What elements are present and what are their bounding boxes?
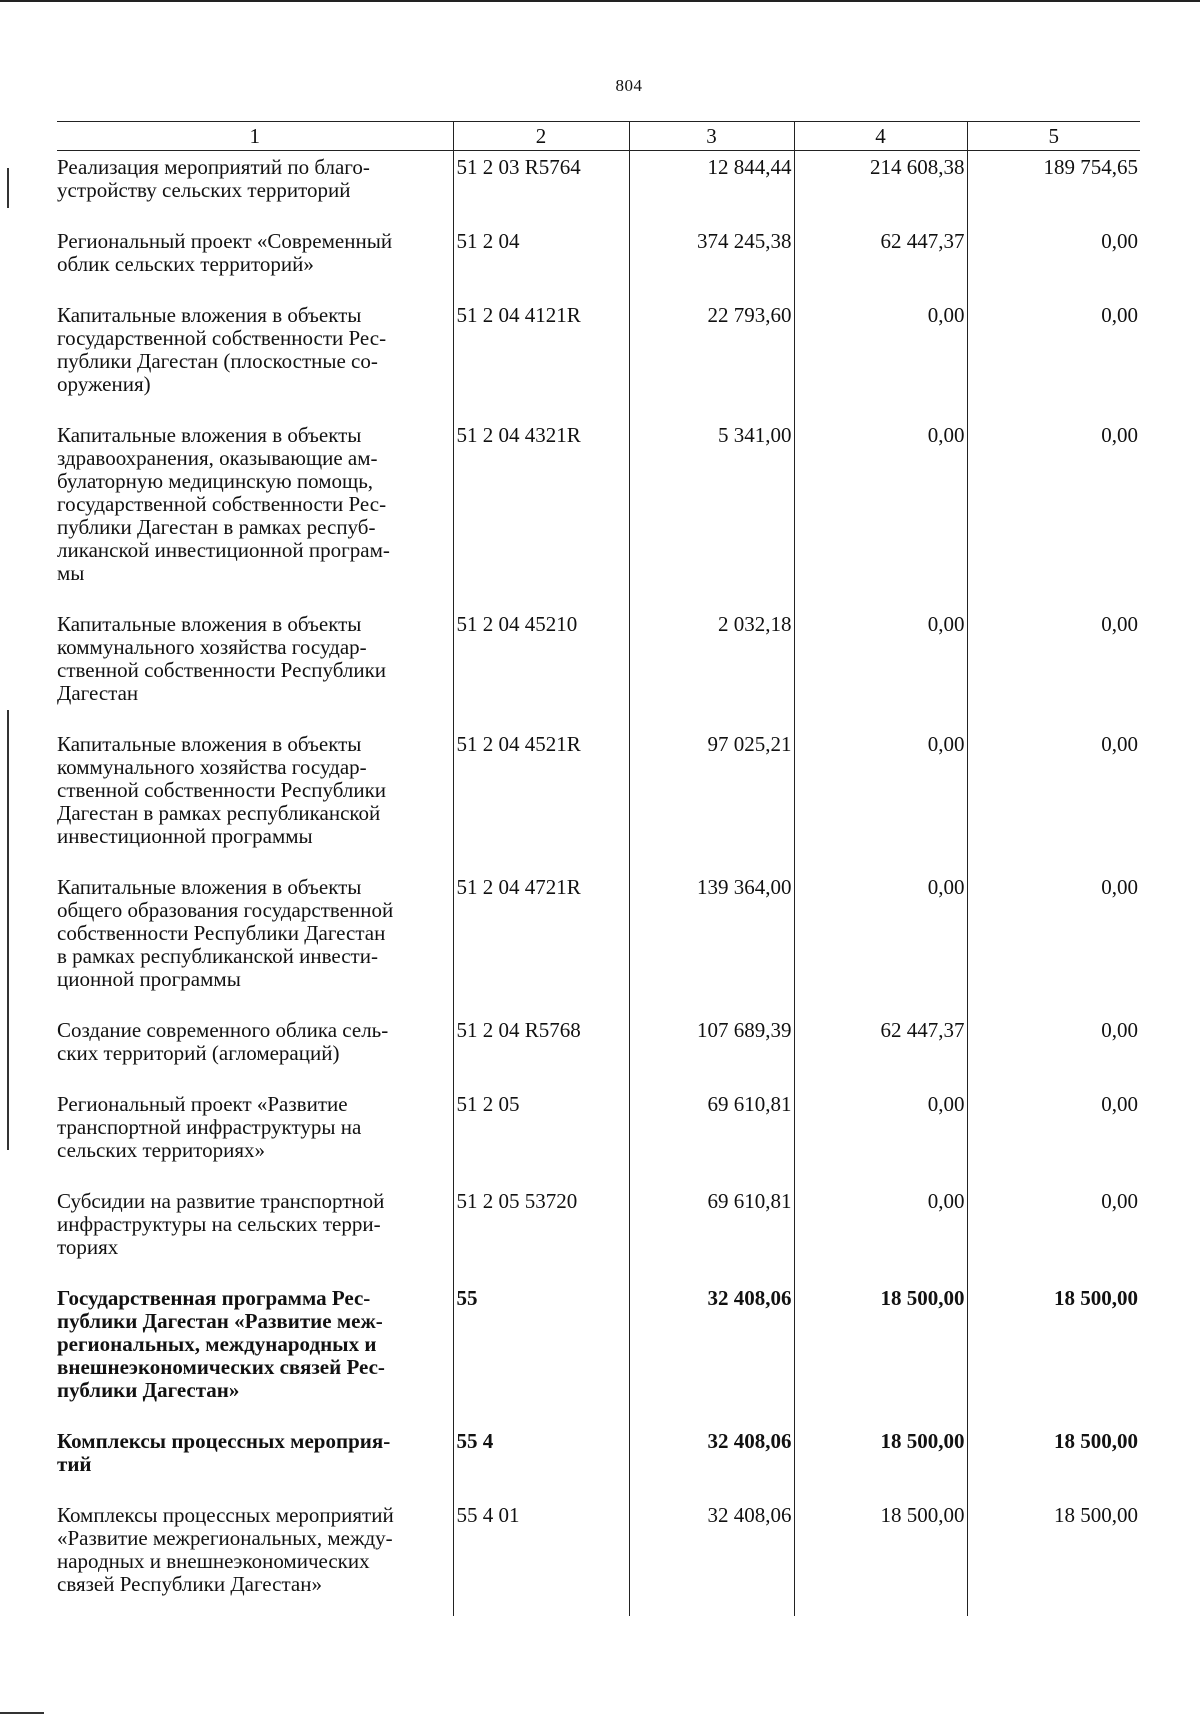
row-value-col4: 0,00 bbox=[794, 605, 967, 725]
row-name-cell: Капитальные вложения в объекты коммунального хозяйства государ- ственной собственности Республики Дагестан в рамках республиканской инвестиционной программы bbox=[57, 732, 387, 848]
scan-corner-mark bbox=[0, 1712, 44, 1714]
row-value-col5: 0,00 bbox=[967, 725, 1140, 868]
row-value-col4: 0,00 bbox=[794, 296, 967, 416]
row-value-col3: 22 793,60 bbox=[629, 296, 794, 416]
row-value-col4: 0,00 bbox=[794, 1085, 967, 1182]
row-value-col3: 32 408,06 bbox=[629, 1496, 794, 1616]
row-name-cell: Реализация мероприятий по благо- устройству сельских территорий bbox=[57, 155, 370, 202]
row-value-col4: 0,00 bbox=[794, 1182, 967, 1279]
row-value-col4: 0,00 bbox=[794, 868, 967, 1011]
row-code-cell: 51 2 05 53720 bbox=[453, 1182, 629, 1279]
row-value-col5: 0,00 bbox=[967, 296, 1140, 416]
row-value-col3: 5 341,00 bbox=[629, 416, 794, 605]
table-row bbox=[57, 296, 1140, 416]
row-code-cell: 51 2 04 4521R bbox=[453, 725, 629, 868]
row-name-cell: Комплексы процессных мероприя- тий bbox=[57, 1429, 391, 1476]
row-value-col4: 214 608,38 bbox=[794, 151, 967, 223]
row-code-cell: 55 4 bbox=[453, 1422, 629, 1496]
row-code-cell: 51 2 04 4321R bbox=[453, 416, 629, 605]
row-name-cell: Комплексы процессных мероприятий «Развитие межрегиональных, между- народных и внешнеэкономических связей Республики Дагестан» bbox=[57, 1503, 394, 1596]
row-code-cell: 51 2 04 4721R bbox=[453, 868, 629, 1011]
table-row bbox=[57, 151, 1140, 223]
table-row bbox=[57, 1182, 1140, 1279]
row-value-col5: 0,00 bbox=[967, 868, 1140, 1011]
row-value-col3: 69 610,81 bbox=[629, 1182, 794, 1279]
row-value-col5: 18 500,00 bbox=[967, 1496, 1140, 1616]
row-value-col5: 0,00 bbox=[967, 222, 1140, 296]
row-value-col3: 32 408,06 bbox=[629, 1422, 794, 1496]
row-value-col3: 32 408,06 bbox=[629, 1279, 794, 1422]
table-row bbox=[57, 868, 1140, 1011]
row-code-cell: 51 2 04 bbox=[453, 222, 629, 296]
table-body bbox=[57, 151, 1140, 1617]
row-value-col5: 18 500,00 bbox=[967, 1422, 1140, 1496]
row-value-col4: 62 447,37 bbox=[794, 222, 967, 296]
row-value-col4: 18 500,00 bbox=[794, 1496, 967, 1616]
row-value-col5: 0,00 bbox=[967, 605, 1140, 725]
row-name-cell: Региональный проект «Развитие транспортной инфраструктуры на сельских территориях» bbox=[57, 1092, 362, 1162]
row-value-col5: 0,00 bbox=[967, 416, 1140, 605]
page-number: 804 bbox=[615, 76, 643, 95]
table-row bbox=[57, 1011, 1140, 1085]
row-code-cell: 51 2 04 45210 bbox=[453, 605, 629, 725]
row-value-col4: 62 447,37 bbox=[794, 1011, 967, 1085]
table-row bbox=[57, 416, 1140, 605]
row-value-col3: 107 689,39 bbox=[629, 1011, 794, 1085]
row-value-col5: 0,00 bbox=[967, 1085, 1140, 1182]
table-row bbox=[57, 1422, 1140, 1496]
row-name-cell: Капитальные вложения в объекты коммунального хозяйства государ- ственной собственности Республики Дагестан bbox=[57, 612, 387, 705]
scan-margin-mark bbox=[7, 710, 9, 1150]
column-header-3: 3 bbox=[629, 122, 794, 151]
row-value-col3: 139 364,00 bbox=[629, 868, 794, 1011]
row-value-col3: 374 245,38 bbox=[629, 222, 794, 296]
table-row bbox=[57, 1085, 1140, 1182]
table-row bbox=[57, 605, 1140, 725]
row-value-col5: 189 754,65 bbox=[967, 151, 1140, 223]
table-row bbox=[57, 222, 1140, 296]
budget-table bbox=[57, 121, 1140, 1616]
row-value-col5: 0,00 bbox=[967, 1011, 1140, 1085]
row-name-cell: Создание современного облика сель- ских территорий (агломераций) bbox=[57, 1018, 389, 1065]
column-header-1: 1 bbox=[57, 122, 453, 151]
row-name-cell: Субсидии на развитие транспортной инфраструктуры на сельских терри- ториях bbox=[57, 1189, 385, 1259]
row-name-cell: Капитальные вложения в объекты здравоохранения, оказывающие ам- булаторную медицинскую помощь, государственной собственности Рес- публики Дагестан в рамках респуб- ликанской инвестиционной програм- мы bbox=[57, 423, 390, 585]
row-value-col3: 69 610,81 bbox=[629, 1085, 794, 1182]
row-name-cell: Капитальные вложения в объекты общего образования государственной собственности Республики Дагестан в рамках республиканской инвести- ционной программы bbox=[57, 875, 394, 991]
row-code-cell: 55 4 01 bbox=[453, 1496, 629, 1616]
row-code-cell: 51 2 03 R5764 bbox=[453, 151, 629, 223]
row-value-col3: 97 025,21 bbox=[629, 725, 794, 868]
row-code-cell: 51 2 04 4121R bbox=[453, 296, 629, 416]
header-row bbox=[57, 122, 1140, 151]
row-value-col3: 12 844,44 bbox=[629, 151, 794, 223]
column-header-2: 2 bbox=[453, 122, 629, 151]
table-row bbox=[57, 1279, 1140, 1422]
table-header bbox=[57, 122, 1140, 151]
table-row bbox=[57, 1496, 1140, 1616]
column-header-5: 5 bbox=[967, 122, 1140, 151]
row-name-cell: Государственная программа Рес- публики Дагестан «Развитие меж- региональных, международных и внешнеэкономических связей Рес- публики Дагестан» bbox=[57, 1286, 385, 1402]
table-row bbox=[57, 725, 1140, 868]
row-value-col4: 18 500,00 bbox=[794, 1422, 967, 1496]
row-value-col3: 2 032,18 bbox=[629, 605, 794, 725]
row-name-cell: Региональный проект «Современный облик сельских территорий» bbox=[57, 229, 393, 276]
top-border-rule bbox=[0, 0, 1200, 2]
row-name-cell: Капитальные вложения в объекты государственной собственности Рес- публики Дагестан (плоскостные со- оружения) bbox=[57, 303, 387, 396]
scan-margin-mark bbox=[7, 168, 9, 208]
row-value-col4: 0,00 bbox=[794, 725, 967, 868]
row-code-cell: 55 bbox=[453, 1279, 629, 1422]
row-value-col5: 18 500,00 bbox=[967, 1279, 1140, 1422]
row-value-col4: 18 500,00 bbox=[794, 1279, 967, 1422]
row-code-cell: 51 2 05 bbox=[453, 1085, 629, 1182]
row-code-cell: 51 2 04 R5768 bbox=[453, 1011, 629, 1085]
row-value-col4: 0,00 bbox=[794, 416, 967, 605]
column-header-4: 4 bbox=[794, 122, 967, 151]
row-value-col5: 0,00 bbox=[967, 1182, 1140, 1279]
